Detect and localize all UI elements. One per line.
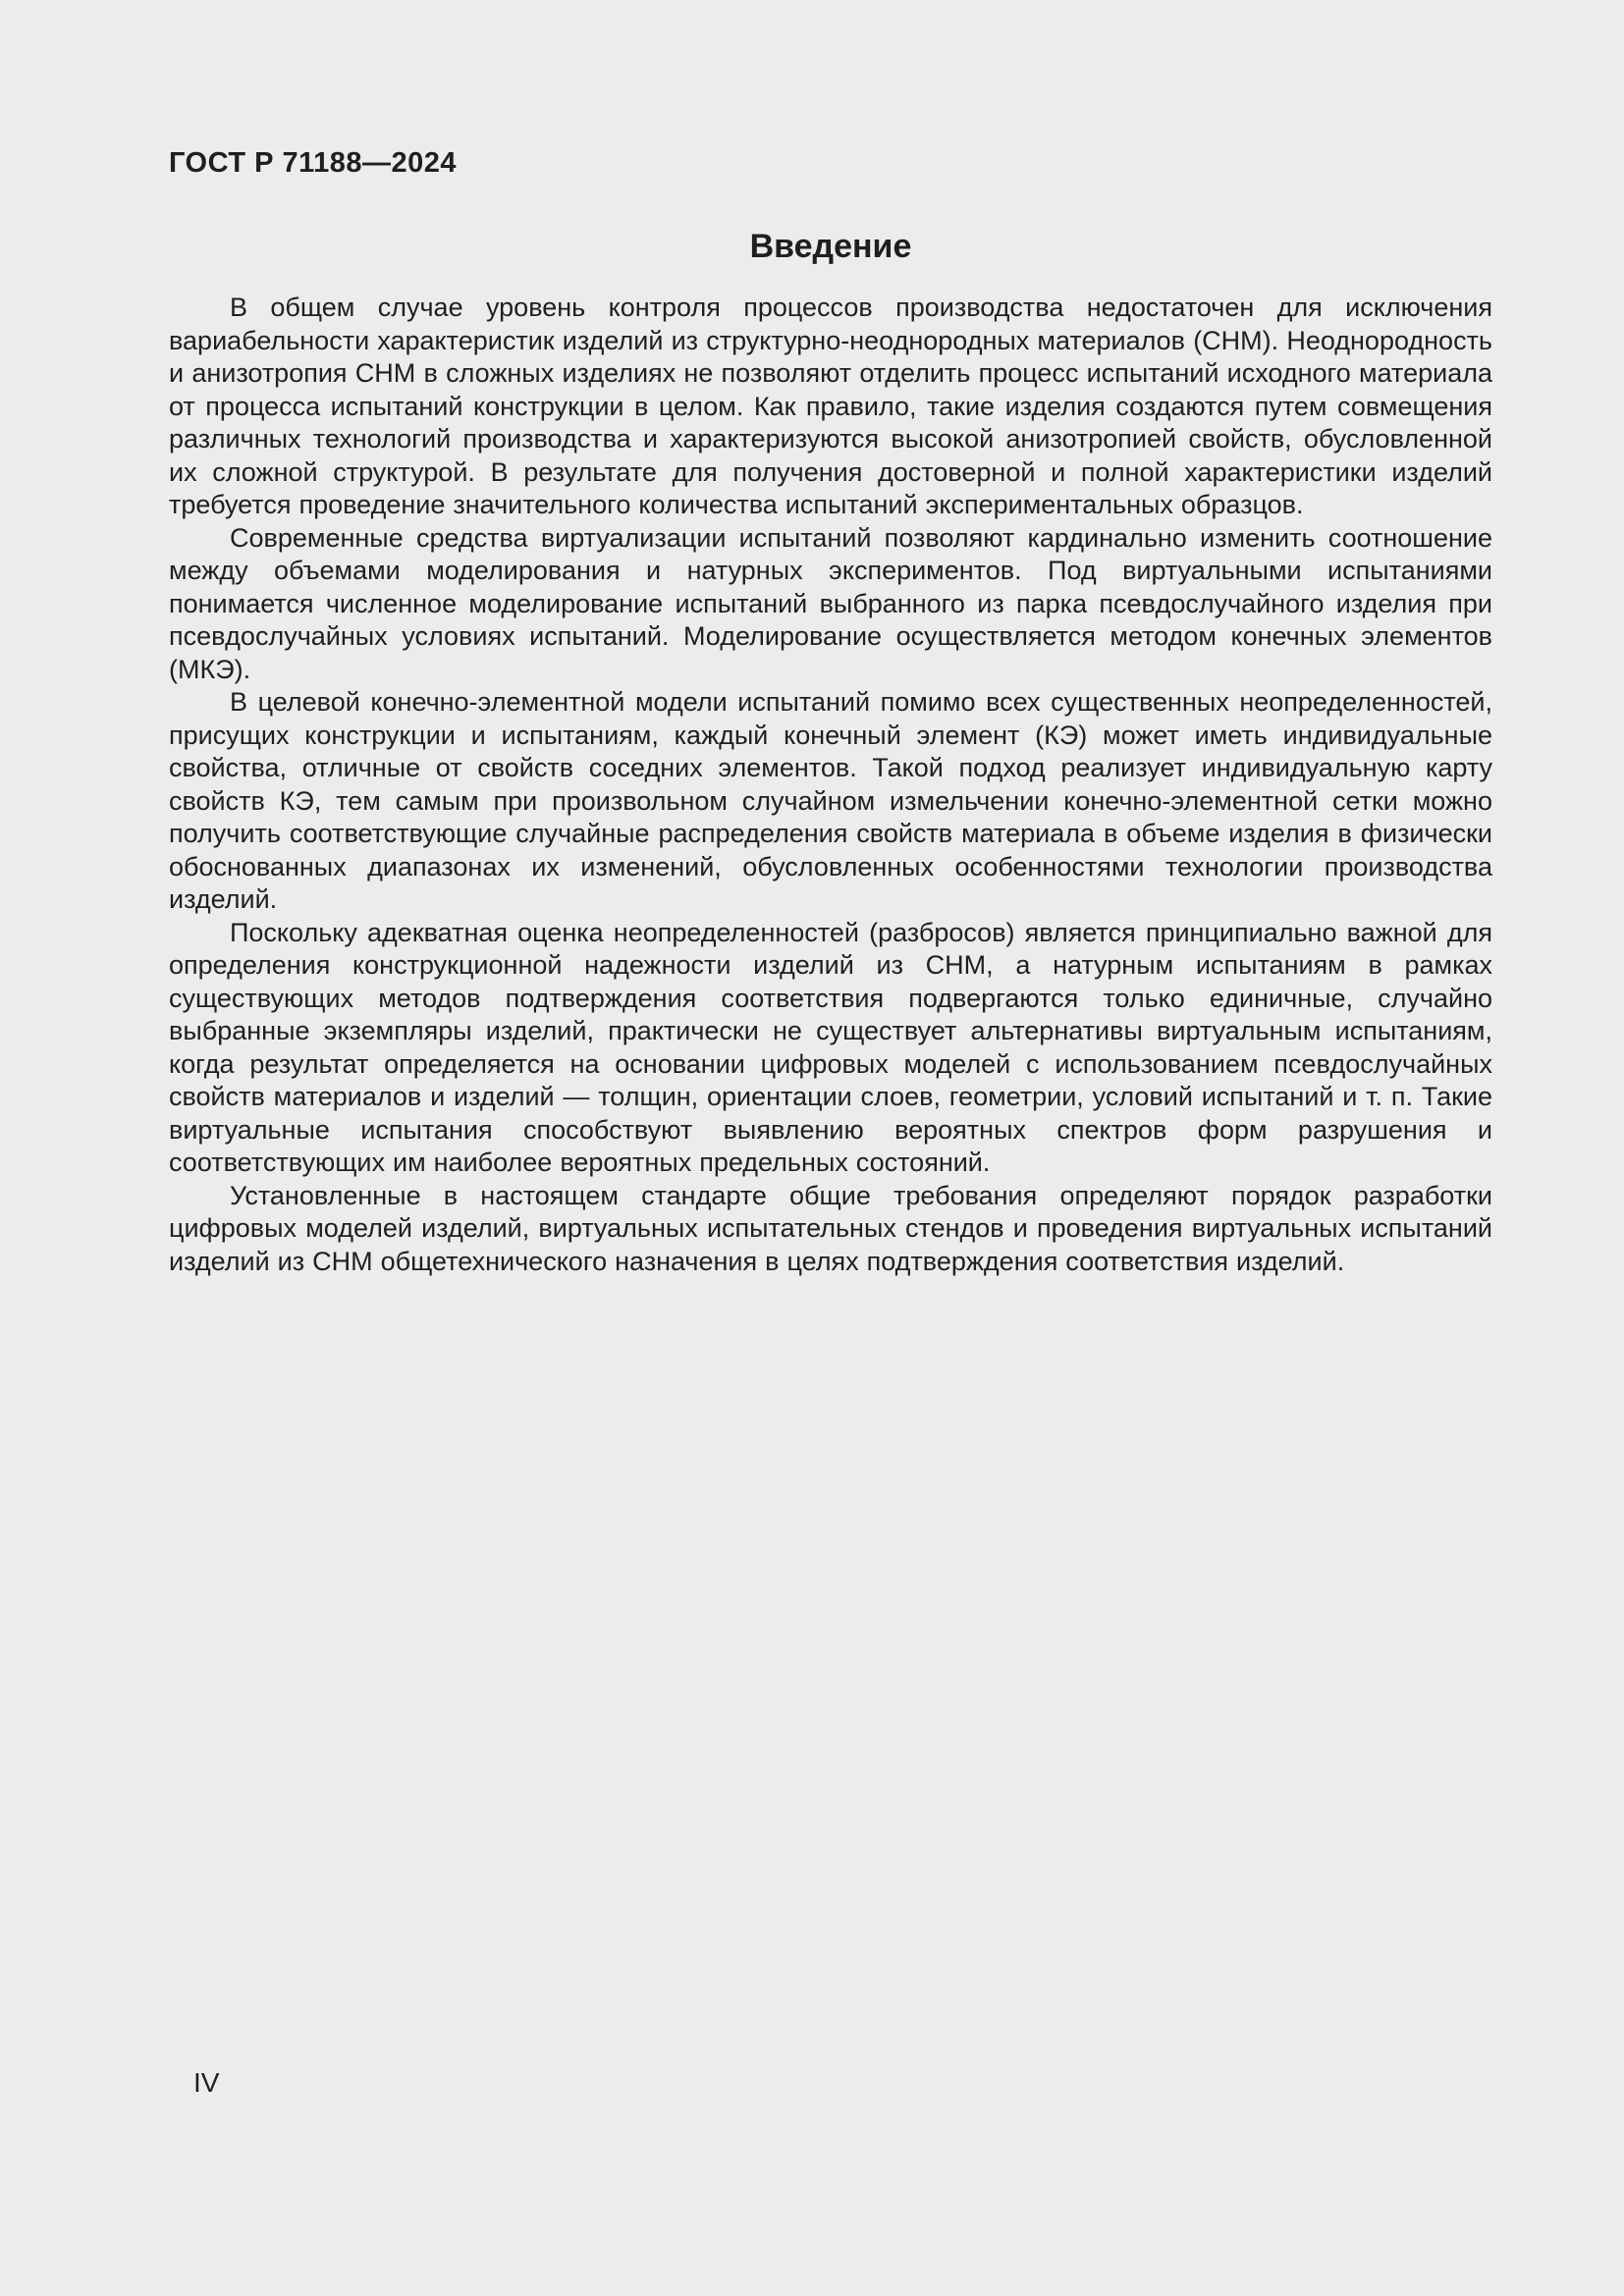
introduction-text — [169, 292, 1492, 1278]
section-title: Введение — [749, 228, 912, 265]
page-number: IV — [193, 2067, 220, 2098]
paragraph-5: Установленные в настоящем стандарте общие требования определяют порядок разработки цифровых моделей изделий, виртуальных испытательных стендов и проведения виртуальных испытаний изделий из СНМ общетехнического назначения в целях подтверждения соответствия изделий. — [169, 1180, 1492, 1276]
paragraph-3: В целевой конечно-элементной модели испытаний помимо всех существенных неопределенностей, присущих конструкции и испытаниям, каждый конечный элемент (КЭ) может иметь индивидуальные свойства, отличные от свойств соседних элементов. Такой подход реализует индивидуальную карту свойств КЭ, тем самым при произвольном случайном измельчении конечно-элементной сетки можно получить соответствующие случайные распределения свойств материала в объеме изделия в физически обоснованных диапазонах их изменений, обусловленных особенностями технологии производства изделий. — [169, 687, 1492, 914]
document-code: ГОСТ Р 71188—2024 — [169, 147, 458, 179]
paragraph-1: В общем случае уровень контроля процессов производства недостаточен для исключения вариабельности характеристик изделий из структурно-неоднородных материалов (СНМ). Неоднородность и анизотропия СНМ в сложных изделиях не позволяют отделить процесс испытаний исходного материала от процесса испытаний конструкции в целом. Как правило, такие изделия создаются путем совмещения различных технологий производства и характеризуются высокой анизотропией свойств, обусловленной их сложной структурой. В результате для получения достоверной и полной характеристики изделий требуется проведение значительного количества испытаний экспериментальных образцов. — [169, 293, 1492, 519]
paragraph-2: Современные средства виртуализации испытаний позволяют кардинально изменить соотношение между объемами моделирования и натурных экспериментов. Под виртуальными испытаниями понимается численное моделирование испытаний выбранного из парка псевдослучайного изделия при псевдослучайных условиях испытаний. Моделирование осуществляется методом конечных элементов (МКЭ). — [169, 522, 1492, 684]
paragraph-4: Поскольку адекватная оценка неопределенностей (разбросов) является принципиально важной для определения конструкционной надежности изделий из СНМ, а натурным испытаниям в рамках существующих методов подтверждения соответствия подвергаются только единичные, случайно выбранные экземпляры изделий, практически не существует альтернативы виртуальным испытаниям, когда результат определяется на основании цифровых моделей с использованием псевдослучайных свойств материалов и изделий — толщин, ориентации слоев, геометрии, условий испытаний и т. п. Такие виртуальные испытания способствуют выявлению вероятных спектров форм разрушения и соответствующих им наиболее вероятных предельных состояний. — [169, 917, 1492, 1177]
document-content — [169, 228, 1492, 1278]
